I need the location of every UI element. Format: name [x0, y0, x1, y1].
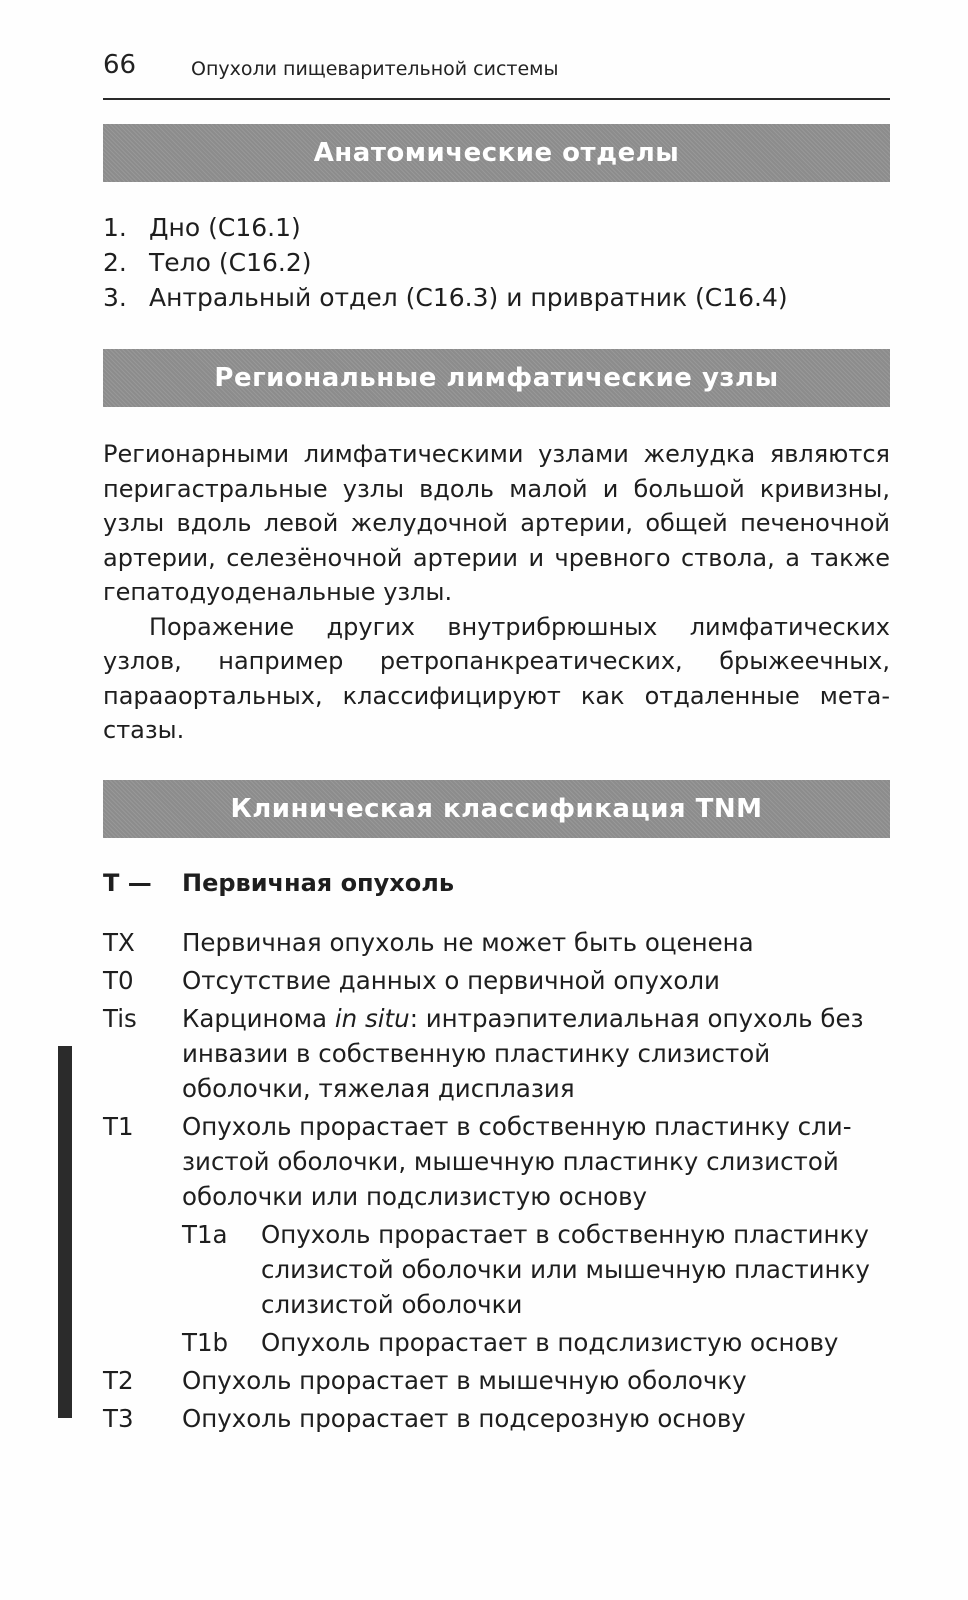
section-heading-anatomy: Анатомические отделы: [103, 124, 890, 182]
t-item-t2: [103, 1363, 890, 1398]
t-description: [182, 1001, 890, 1106]
t-code: Tis: [103, 1004, 137, 1033]
list-item: [103, 245, 890, 280]
list-item-text: Антральный отдел (С16.3) и привратник (С16.4): [149, 283, 788, 312]
margin-marker-bar: [58, 1046, 72, 1418]
t-item-tx: [103, 925, 890, 960]
page-number: 66: [103, 50, 137, 80]
t-item-t0: [103, 963, 890, 998]
list-item-text: Тело (С16.2): [149, 248, 312, 277]
t-category-code: T —: [103, 869, 152, 897]
t-classification-list: [103, 925, 890, 1436]
t-description-prefix: Карцинома: [182, 1004, 335, 1033]
t-description-italic: in situ: [334, 1004, 410, 1033]
paragraph: Регионарными лимфатическими узлами желудка являются перигастральные узлы вдоль малой и большой кривизны, узлы вдоль левой желудочной артерии, общей печеночной артерии, селезёночной артерии и чревного ствола, а также гепатодуоденальные узлы.: [103, 440, 890, 606]
anatomy-list: [103, 210, 890, 315]
t-description: Опухоль прорастает в собственную пластинку слизистой оболочки, мышечную пластинку слизистой оболочки или подслизистую основу: [182, 1112, 852, 1211]
t-item-t3: [103, 1401, 890, 1436]
t-category-title: Первичная опухоль: [182, 869, 455, 897]
list-item-text: Дно (С16.1): [149, 213, 301, 242]
lymph-nodes-text: [103, 437, 890, 748]
list-item-number: 2.: [103, 248, 127, 277]
t-code: T1b: [182, 1328, 229, 1357]
t-code: TX: [103, 928, 135, 957]
t-description: Опухоль прорастает в подслизистую основу: [261, 1328, 839, 1357]
t-description-suffix: : интраэпителиальная опухоль без инвазии в собственную пластинку слизистой оболочки, тяжелая дисплазия: [182, 1004, 864, 1103]
t-item-t1: [103, 1109, 890, 1214]
t-description: Опухоль прорастает в собственную пластинку слизистой оболочки или мышечную пластинку слизистой оболочки: [261, 1220, 870, 1319]
list-item-number: 3.: [103, 283, 127, 312]
t-description: Опухоль прорастает в мышечную оболочку: [182, 1366, 747, 1395]
t-description: Опухоль прорастает в подсерозную основу: [182, 1404, 746, 1433]
t-code: T2: [103, 1366, 134, 1395]
list-item-number: 1.: [103, 213, 127, 242]
t-item-t1a: [182, 1217, 890, 1322]
list-item: [103, 210, 890, 245]
running-title: Опухоли пищеварительной системы: [191, 58, 559, 80]
page-header: [103, 48, 890, 100]
t-description: Отсутствие данных о первичной опухоли: [182, 966, 720, 995]
t-code: T1a: [182, 1220, 228, 1249]
section-heading-lymph-nodes: Региональные лимфатические узлы: [103, 349, 890, 407]
t-code: T3: [103, 1404, 134, 1433]
t-item-t1b: [182, 1325, 890, 1360]
t-category-heading: [103, 866, 890, 900]
list-item: [103, 280, 890, 315]
t-item-tis: [103, 1001, 890, 1106]
section-heading-tnm: Клиническая классификация TNM: [103, 780, 890, 838]
paragraph: Поражение других внутрибрюшных лимфатических узлов, например ретропанкреатических, брыжеечных, парааортальных, классифицируют как отдаленные метастазы.: [103, 612, 890, 744]
t-code: T1: [103, 1112, 134, 1141]
t-description: Первичная опухоль не может быть оценена: [182, 928, 754, 957]
t-code: T0: [103, 966, 134, 995]
